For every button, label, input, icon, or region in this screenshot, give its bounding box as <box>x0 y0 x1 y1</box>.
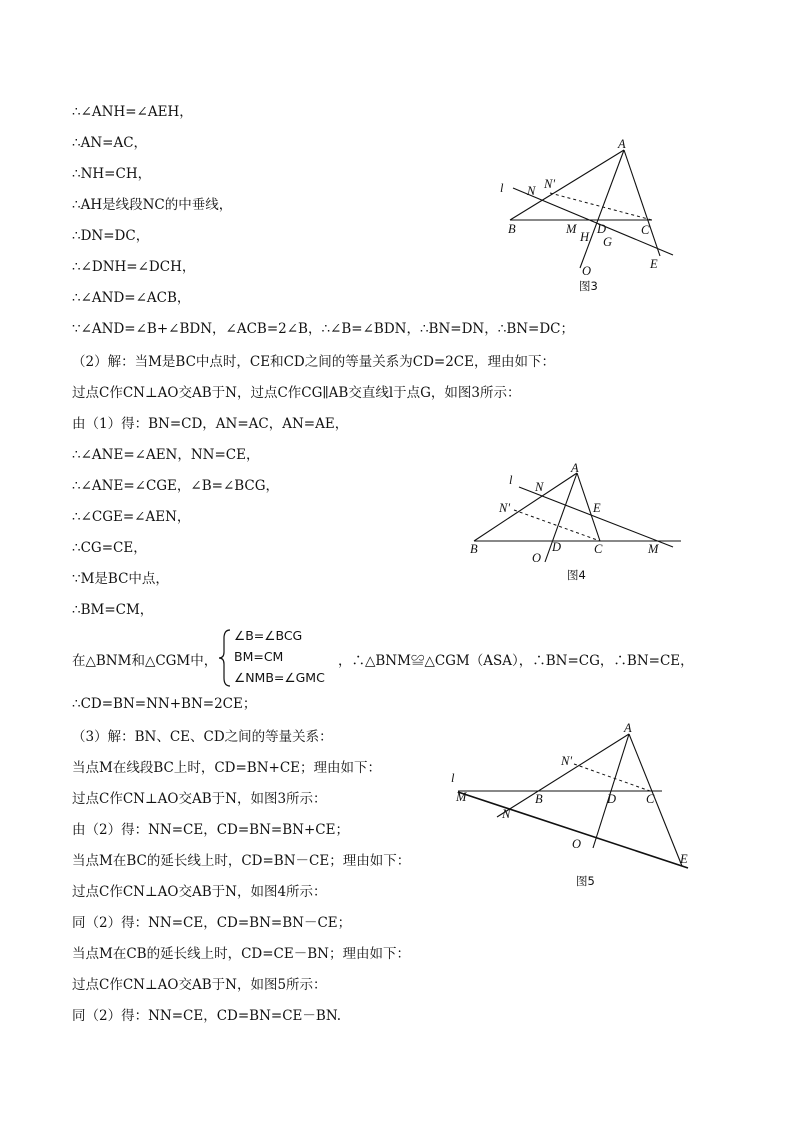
proof-line: 过点C作CN⊥AO交AB于N，如图4所示： <box>72 884 327 900</box>
label-M: M <box>456 790 467 804</box>
label-N: N <box>502 807 511 821</box>
proof-line: ∴BM=CM， <box>72 602 154 618</box>
proof-line: ∴∠ANH=∠AEH， <box>72 104 193 120</box>
system-row: BM=CM <box>234 649 284 664</box>
label-O: O <box>582 264 592 278</box>
line-AO <box>580 150 624 268</box>
line-l <box>513 188 673 255</box>
label-N-prime: N' <box>544 177 556 191</box>
label-A: A <box>571 461 579 475</box>
label-l: l <box>451 771 455 785</box>
segment-AB <box>474 473 577 541</box>
proof-line: ∴NH=CH， <box>72 166 152 182</box>
label-G: G <box>603 235 613 249</box>
label-N-prime: N' <box>499 501 511 515</box>
label-C: C <box>594 542 603 556</box>
label-A: A <box>624 721 632 735</box>
segment-AE <box>624 150 660 256</box>
left-brace <box>218 628 232 688</box>
label-l: l <box>509 473 513 487</box>
proof-line: ∴CG=CE， <box>72 540 147 556</box>
proof-line: ∴∠AND=∠ACB， <box>72 290 191 306</box>
proof-line: 由（2）得：NN=CE，CD=BN=BN+CE； <box>72 822 349 838</box>
label-C: C <box>646 792 655 806</box>
proof-line: （2）解：当M是BC中点时，CE和CD之间的等量关系为CD=2CE，理由如下： <box>72 354 555 370</box>
proof-line: （3）解：BN、CE、CD之间的等量关系： <box>72 729 333 745</box>
proof-line: ∴AN=AC， <box>72 135 148 151</box>
label-O: O <box>532 551 542 565</box>
figure-5-caption: 图5 <box>576 874 595 888</box>
proof-line: 过点C作CN⊥AO交AB于N，如图3所示： <box>72 791 327 807</box>
proof-line: 同（2）得：NN=CE，CD=BN=CE－BN. <box>72 1008 342 1024</box>
system-suffix: ，∴△BNM≌△CGM（ASA），∴BN=CG，∴BN=CE， <box>338 653 694 669</box>
proof-line: 当点M在线段BC上时，CD=BN+CE；理由如下： <box>72 760 382 776</box>
label-l: l <box>500 181 504 195</box>
label-N-prime: N' <box>561 754 573 768</box>
figure-5 <box>445 718 695 888</box>
label-N: N <box>527 184 536 198</box>
proof-line: 过点C作CN⊥AO交AB于N，过点C作CG∥AB交直线l于点G，如图3所示： <box>72 385 521 401</box>
proof-line: 当点M在BC的延长线上时，CD=BN－CE；理由如下： <box>72 853 411 869</box>
line-l <box>519 487 673 547</box>
proof-line: ∵∠AND=∠B+∠BDN，∠ACB=2∠B，∴∠B=∠BDN，∴BN=DN，∴BN=DC； <box>72 321 575 337</box>
segment-AE <box>629 734 682 866</box>
proof-line: ∴∠ANE=∠CGE，∠B=∠BCG， <box>72 478 280 494</box>
figure-3-caption: 图3 <box>579 279 598 293</box>
system-prefix: 在△BNM和△CGM中， <box>72 653 218 669</box>
proof-line: ∵M是BC中点， <box>72 571 169 587</box>
proof-line: ∴AH是线段NC的中垂线， <box>72 197 233 213</box>
proof-line: 当点M在CB的延长线上时，CD=CE－BN；理由如下： <box>72 946 410 962</box>
segment-NC-dashed <box>550 193 652 220</box>
proof-line: 由（1）得：BN=CD，AN=AC，AN=AE， <box>72 416 349 432</box>
label-B: B <box>535 792 543 806</box>
figure-4 <box>465 460 690 585</box>
segment-NC-dashed <box>514 510 600 541</box>
label-E: E <box>650 257 658 271</box>
label-A: A <box>618 137 626 151</box>
proof-line: ∴CD=BN=NN+BN=2CE； <box>72 696 257 712</box>
figure-3 <box>490 135 690 295</box>
label-D: D <box>607 792 617 806</box>
label-M: M <box>566 222 577 236</box>
label-M: M <box>648 542 659 556</box>
label-C: C <box>641 223 650 237</box>
system-row: ∠B=∠BCG <box>234 628 303 643</box>
label-E: E <box>680 852 688 866</box>
proof-line: ∴DN=DC， <box>72 228 150 244</box>
label-D: D <box>597 222 607 236</box>
label-B: B <box>470 542 478 556</box>
label-O: O <box>572 837 582 851</box>
label-N: N <box>535 480 544 494</box>
proof-line: ∴∠DNH=∠DCH， <box>72 259 196 275</box>
system-row: ∠NMB=∠GMC <box>234 670 325 685</box>
proof-line: ∴∠ANE=∠AEN，NN=CE， <box>72 447 260 463</box>
proof-line: 过点C作CN⊥AO交AB于N，如图5所示： <box>72 977 327 993</box>
label-D: D <box>552 540 562 554</box>
label-B: B <box>508 222 516 236</box>
label-H: H <box>580 230 590 244</box>
proof-line: ∴∠CGE=∠AEN， <box>72 509 191 525</box>
label-E: E <box>593 501 601 515</box>
proof-line: 同（2）得：NN=CE，CD=BN=BN－CE； <box>72 915 352 931</box>
figure-4-caption: 图4 <box>567 568 586 582</box>
